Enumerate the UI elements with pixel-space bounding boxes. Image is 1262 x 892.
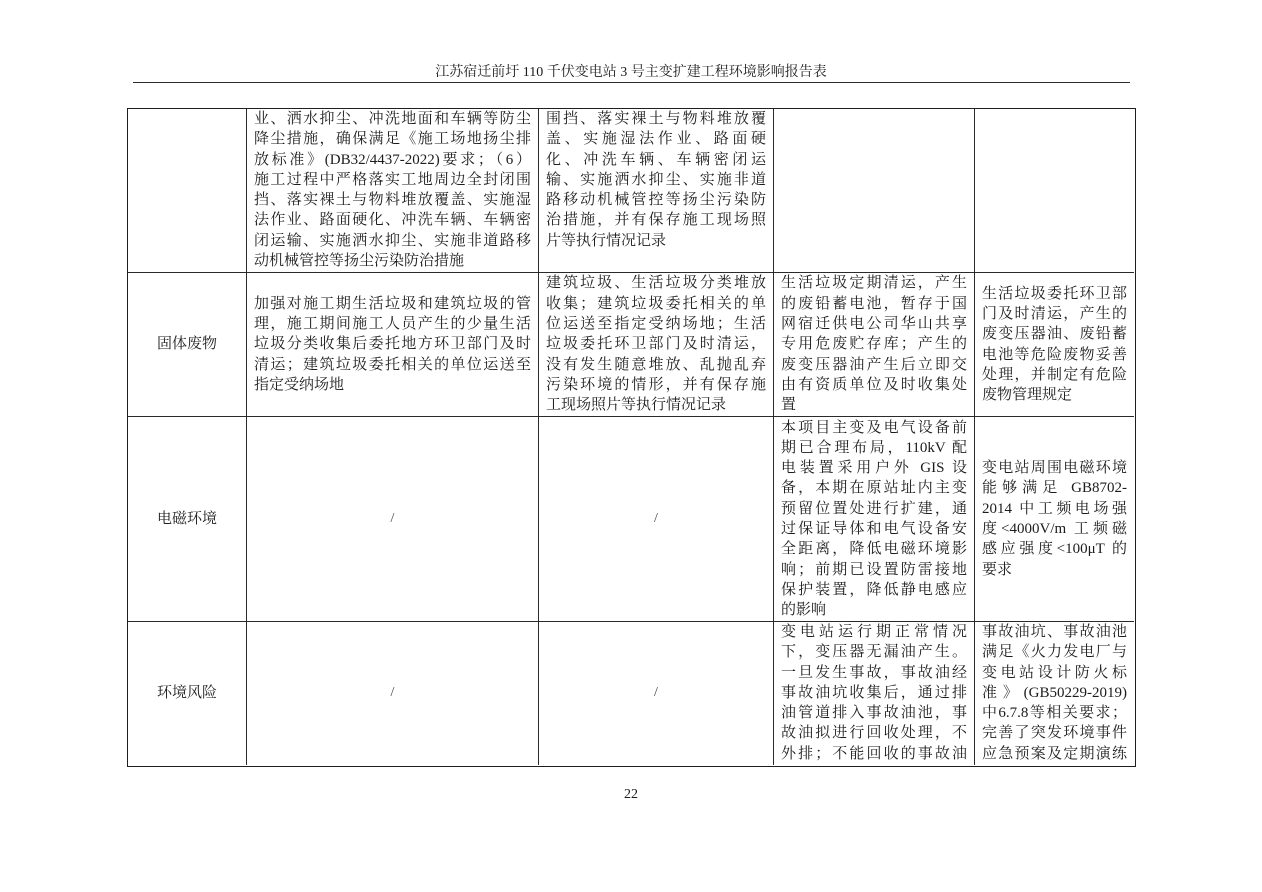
text-line: 响；前期已设置防雷接地: [781, 561, 967, 578]
text-line: 应急预案及定期演练: [982, 745, 1127, 762]
text-line: 感应强度<100μT 的: [982, 541, 1127, 558]
compliance-result-cell: [975, 622, 1134, 765]
text-line: 处理，并制定有危险: [982, 366, 1127, 383]
text-line: 法作业、路面硬化、冲洗车辆、车辆密: [254, 212, 531, 229]
text-line: 动机械管控等扬尘污染防治措施: [254, 253, 465, 270]
not-applicable-mark: /: [390, 510, 395, 526]
text-line: 片等执行情况记录: [546, 232, 667, 249]
text-line: 事故油坑、事故油池: [982, 624, 1127, 640]
operation-measures-cell: [774, 417, 975, 622]
compliance-result-cell: [975, 273, 1134, 417]
text-line: 外排；不能回收的事故油: [781, 745, 967, 762]
not-applicable-mark: /: [654, 685, 658, 701]
text-line: 满足《火力发电厂与: [982, 644, 1127, 661]
text-line: 路移动机械管控等扬尘污染防: [546, 192, 766, 209]
implementation-record-cell: [539, 622, 774, 765]
not-applicable-mark: /: [390, 685, 395, 701]
implementation-record-cell: [539, 417, 774, 622]
text-line: 过保证导体和电气设备安: [781, 521, 967, 537]
text-line: 2014 中工频电场强: [982, 500, 1127, 517]
text-line: 由有资质单位及时收集处: [781, 376, 967, 393]
text-line: 变电站设计防火标: [982, 664, 1127, 681]
text-line: 挡、落实裸土与物料堆放覆盖、实施湿: [254, 192, 531, 209]
text-line: 生活垃圾委托环卫部: [982, 285, 1127, 302]
text-line: 置: [781, 397, 797, 414]
text-line: 本项目主变及电气设备前: [781, 419, 967, 436]
mitigation-measures-cell: [247, 273, 539, 417]
text-line: 要求: [982, 561, 1013, 578]
text-line: 放标准》(DB32/4437-2022)要求；（6）: [254, 151, 531, 168]
text-line: 工现场照片等执行情况记录: [546, 397, 727, 414]
text-line: 清运；建筑垃圾委托相关的单位运送至: [254, 356, 531, 373]
page-number: 22: [624, 787, 638, 802]
text-line: 建筑垃圾、生活垃圾分类堆放: [546, 275, 766, 292]
text-line: 能够满足 GB8702-: [982, 480, 1127, 497]
implementation-record-cell: [539, 273, 774, 417]
text-line: 的影响: [781, 602, 827, 619]
operation-measures-cell: [774, 622, 975, 765]
text-line: 垃圾分类收集后委托地方环卫部门及时: [254, 336, 531, 353]
environmental-measures-table: [127, 108, 1136, 767]
mitigation-measures-cell: [247, 622, 539, 765]
text-line: 施工过程中严格落实工地周边全封闭围: [254, 171, 531, 188]
implementation-record-cell: [539, 109, 774, 273]
text-line: 输、实施洒水抑尘、实施非道: [546, 171, 766, 188]
text-line: 保护装置，降低静电感应: [781, 581, 967, 598]
category-label: 固体废物: [156, 336, 217, 353]
text-line: 一旦发生事故，事故油经: [781, 664, 967, 681]
text-line: 化、冲洗车辆、车辆密闭运: [546, 151, 766, 168]
text-line: 备，本期在原站址内主变: [781, 480, 967, 497]
text-line: 门及时清运，产生的: [982, 305, 1127, 322]
text-line: 降尘措施，确保满足《施工场地扬尘排: [254, 131, 531, 148]
operation-measures-cell: [774, 109, 975, 273]
text-line: 废变压器油、废铅蓄: [982, 326, 1127, 343]
text-line: 治措施，并有保存施工现场照: [546, 212, 766, 229]
category-label: 环境风险: [156, 685, 217, 702]
text-line: 电池等危险废物妥善: [982, 346, 1127, 363]
text-line: 指定受纳场地: [254, 376, 345, 393]
text-line: 预留位置处进行扩建，通: [781, 500, 967, 517]
text-line: 生活垃圾定期清运，产生: [781, 275, 967, 292]
text-line: 电装置采用户外 GIS 设: [781, 460, 967, 477]
text-line: 完善了突发环境事件: [982, 725, 1127, 742]
text-line: 业、洒水抑尘、冲洗地面和车辆等防尘: [254, 111, 531, 127]
text-line: 污染环境的情形，并有保存施: [546, 376, 766, 393]
operation-measures-cell: [774, 273, 975, 417]
text-line: 的废铅蓄电池，暂存于国: [781, 295, 967, 312]
text-line: 理，施工期间施工人员产生的少量生活: [254, 316, 531, 333]
text-line: 全距离，降低电磁环境影: [781, 541, 967, 558]
mitigation-measures-cell: [247, 109, 539, 273]
category-label: 电磁环境: [156, 510, 217, 527]
text-line: 中6.7.8等相关要求；: [982, 705, 1127, 722]
text-line: 废变压器油产生后立即交: [781, 356, 967, 373]
compliance-result-cell: [975, 417, 1134, 622]
text-line: 闭运输、实施洒水抑尘、实施非道路移: [254, 232, 531, 249]
text-line: 下，变压器无漏油产生。: [781, 644, 967, 661]
text-line: 专用危废贮存库；产生的: [781, 336, 967, 353]
text-line: 期已合理布局，110kV 配: [781, 439, 967, 456]
text-line: 没有发生随意堆放、乱抛乱弃: [546, 356, 766, 373]
text-line: 网宿迁供电公司华山共享: [781, 316, 967, 333]
mitigation-measures-cell: [247, 417, 539, 622]
text-line: 故油拟进行回收处理，不: [781, 725, 967, 742]
text-line: 收集；建筑垃圾委托相关的单: [546, 295, 766, 312]
text-line: 变电站运行期正常情况: [781, 624, 967, 640]
text-line: 度<4000V/m 工频磁: [982, 521, 1127, 537]
text-line: 准》(GB50229-2019): [982, 684, 1127, 701]
compliance-result-cell: [975, 109, 1134, 273]
text-line: 盖、实施湿法作业、路面硬: [546, 131, 766, 148]
text-line: 垃圾委托环卫部门及时清运，: [546, 336, 766, 353]
text-line: 加强对施工期生活垃圾和建筑垃圾的管: [254, 295, 531, 312]
text-line: 围挡、落实裸土与物料堆放覆: [546, 111, 766, 127]
text-line: 位运送至指定受纳场地；生活: [546, 316, 766, 333]
text-line: 变电站周围电磁环境: [982, 460, 1127, 477]
text-line: 废物管理规定: [982, 387, 1073, 404]
document-header-title: 江苏宿迁前圩 110 千伏变电站 3 号主变扩建工程环境影响报告表: [435, 65, 827, 80]
text-line: 油管道排入事故油池，事: [781, 705, 967, 722]
category-cell: [128, 622, 247, 765]
header-rule: [133, 82, 1130, 83]
category-cell: [128, 109, 247, 273]
text-line: 事故油坑收集后，通过排: [781, 684, 967, 701]
category-cell: [128, 273, 247, 417]
category-cell: [128, 417, 247, 622]
not-applicable-mark: /: [654, 510, 658, 526]
